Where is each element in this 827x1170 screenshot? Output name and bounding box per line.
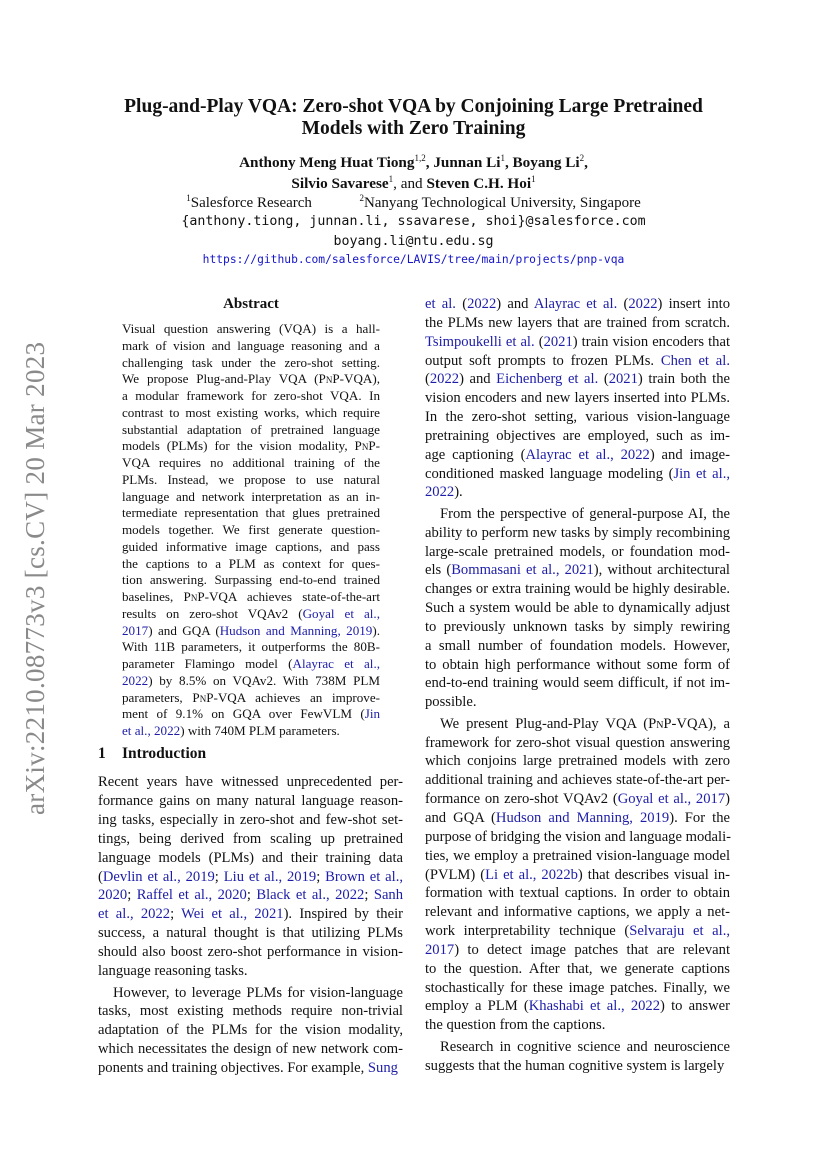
text-line <box>98 924 403 943</box>
text-segment: language models (PLMs) and their training data <box>98 849 403 866</box>
text-line <box>425 903 730 922</box>
text-line <box>425 656 730 675</box>
affiliation: Salesforce Research <box>190 195 312 211</box>
text-segment: mark of vision and language reasoning and a <box>122 337 380 353</box>
project-url-link[interactable]: https://github.com/salesforce/LAVIS/tree/main/projects/pnp-vqa <box>202 253 625 266</box>
text-segment: ). <box>372 622 380 638</box>
text-line <box>425 352 730 371</box>
text-segment: ( <box>534 333 544 350</box>
text-segment: which conjoins large pretrained models with zero <box>425 753 730 770</box>
citation-link[interactable]: Alayrac et al. <box>533 296 618 312</box>
citation-link[interactable]: Li et al., 2022b <box>485 866 578 883</box>
text-segment: ) with 740M PLM parameters. <box>180 723 340 738</box>
author-conjunction: , and <box>393 175 427 192</box>
text-line <box>122 438 380 455</box>
text-line <box>98 1002 403 1021</box>
section-heading-introduction <box>98 745 206 763</box>
text-line <box>98 773 403 792</box>
text-segment: pretraining objectives are employed, such as im- <box>425 427 730 444</box>
text-line <box>425 941 730 960</box>
affiliation-marker: 2 <box>579 153 585 163</box>
text-segment: Visual question answering (VQA) is a hall- <box>122 321 380 336</box>
text-line <box>425 505 730 524</box>
text-line <box>122 321 380 338</box>
affiliation-marker: 2 <box>359 193 364 203</box>
method-name-smallcaps: PnP <box>192 689 214 705</box>
text-line <box>425 674 730 693</box>
text-line <box>122 723 380 740</box>
text-line <box>98 811 403 830</box>
citation-link[interactable]: 2022 <box>429 371 460 388</box>
text-line <box>122 472 380 489</box>
affiliation-marker: 1 <box>388 174 394 184</box>
text-line <box>425 295 730 314</box>
text-line <box>98 905 403 924</box>
text-line <box>122 505 380 522</box>
text-segment: ponents and training objectives. For example, <box>98 1060 368 1077</box>
text-segment: ( <box>98 868 103 885</box>
text-segment: VQA requires no additional training of the <box>122 455 380 470</box>
text-segment: ; <box>214 868 224 885</box>
citation-link[interactable]: 2017 <box>425 941 455 958</box>
citation-link[interactable]: Jin <box>364 706 380 722</box>
text-line <box>425 1038 730 1057</box>
text-line <box>425 1057 730 1076</box>
text-segment: models together. We first generate question- <box>122 522 380 537</box>
paragraph <box>425 295 730 502</box>
text-segment: With 11B parameters, it outperforms the 80B- <box>122 639 380 655</box>
text-segment: tion answering. Surpassing end-to-end trained <box>122 572 380 588</box>
author-name: Silvio Savarese <box>291 175 389 192</box>
text-segment: -VQA), a <box>671 715 730 732</box>
text-line <box>122 455 380 472</box>
text-line <box>425 524 730 543</box>
introduction-left-column <box>98 773 403 1078</box>
text-segment: ing tasks, especially in zero-shot and few-shot set- <box>98 811 403 828</box>
text-line <box>122 539 380 556</box>
text-segment: ; <box>364 887 374 904</box>
citation-link[interactable]: et al., 2022 <box>98 906 171 923</box>
method-name-smallcaps: PnP <box>318 371 340 387</box>
citation-link[interactable]: Hudson and Manning, 2019 <box>495 809 670 826</box>
text-segment: ; <box>127 887 137 904</box>
text-segment: success, a natural thought is that utilizing PLMs <box>98 925 403 942</box>
text-segment: stochastically for these image patches. Finally, we <box>425 979 730 996</box>
text-segment: -VQA achieves an improve- <box>213 689 380 705</box>
text-segment: Research in cognitive science and neuroscience <box>440 1038 730 1055</box>
affiliation-marker: 1 <box>186 193 191 203</box>
text-line <box>425 771 730 790</box>
text-line <box>122 673 380 690</box>
text-segment: -VQA), <box>339 371 380 387</box>
text-segment: substantial adaptation of pretrained language <box>122 421 380 437</box>
text-line <box>425 427 730 446</box>
text-segment: ( <box>617 296 629 312</box>
author-name: Steven C.H. Hoi <box>426 175 532 192</box>
text-line <box>425 580 730 599</box>
text-segment: We present Plug-and-Play VQA ( <box>440 715 649 732</box>
text-segment: -VQA achieves state-of-the-art <box>204 589 380 604</box>
text-segment: Recent years have witnessed unprecedented per- <box>98 774 403 790</box>
citation-link[interactable]: Tsimpoukelli et al. <box>425 333 535 350</box>
text-segment: formation with textual captions. In order to obtain <box>425 885 730 902</box>
text-line <box>122 572 380 589</box>
citation-link[interactable]: Alayrac et al., 2022 <box>525 446 650 463</box>
text-line <box>122 405 380 422</box>
citation-link[interactable]: 2022 <box>467 296 497 312</box>
text-segment: output soft prompts to frozen PLMs. <box>425 352 661 369</box>
text-segment: ties, we employ a pretrained vision-language model <box>425 847 730 864</box>
text-segment: ). Inspired by their <box>283 906 403 923</box>
citation-link[interactable]: Hudson and Manning, 2019 <box>219 622 373 638</box>
text-segment: guided informative image captions, and pass <box>122 538 380 554</box>
citation-link[interactable]: et al. <box>425 296 456 312</box>
paper-title <box>0 96 827 140</box>
citation-link[interactable]: 2017 <box>122 622 149 638</box>
citation-link[interactable]: Raffel et al., 2020 <box>136 887 247 904</box>
text-line <box>425 693 730 712</box>
text-segment: end-to-end training would seem difficult, if not im- <box>425 675 730 692</box>
text-segment: However, to leverage PLMs for vision-language <box>113 984 403 1001</box>
text-line <box>122 388 380 405</box>
text-line <box>425 884 730 903</box>
text-line <box>425 790 730 809</box>
text-line <box>122 371 380 388</box>
text-segment: purpose of bridging the vision and language modali- <box>425 828 731 845</box>
text-line <box>425 408 730 427</box>
affiliation: Nanyang Technological University, Singapore <box>363 195 641 211</box>
text-segment: to previously unknown tasks by simply rewiring <box>425 618 730 635</box>
text-segment: age captioning ( <box>425 446 526 463</box>
text-segment: ) by 8.5% on VQAv2. With 738M PLM <box>148 672 380 688</box>
text-line <box>425 370 730 389</box>
citation-link[interactable]: Black et al., 2022 <box>256 887 365 904</box>
text-line <box>425 960 730 979</box>
text-line <box>98 830 403 849</box>
text-segment: parameters, <box>122 689 193 705</box>
text-segment: In the zero-shot setting, various vision-language <box>425 409 730 426</box>
affiliation-marker: 1,2 <box>414 153 426 163</box>
text-segment: language and network interpretation as an in- <box>122 488 380 504</box>
paragraph <box>98 773 403 981</box>
text-segment: conditioned masked language modeling ( <box>425 465 674 482</box>
text-line <box>425 314 730 333</box>
citation-link[interactable]: 2021 <box>608 371 638 388</box>
text-line <box>425 389 730 408</box>
citation-link[interactable]: Devlin et al., 2019 <box>102 868 215 885</box>
abstract-body <box>122 321 380 740</box>
author-list: Anthony Meng Huat Tiong$^{1,2}$, Junnan Li$^1$, Boyang Li$^2$, Silvio Savarese$^1$, and Steven C.H. Hoi$^1$ <box>239 153 588 192</box>
text-segment: ) to answer <box>660 998 730 1015</box>
text-line <box>425 734 730 753</box>
text-line <box>425 866 730 885</box>
text-segment: ; <box>246 887 257 904</box>
text-segment: ) to detect image patches that are relevant <box>454 941 730 958</box>
text-segment: changes or extra training would be highly desirable. <box>425 581 730 598</box>
text-segment: relevant and informative captions, we apply a net- <box>425 904 730 921</box>
text-line <box>122 606 380 623</box>
text-line <box>425 465 730 484</box>
text-segment: ) <box>725 791 730 808</box>
citation-link[interactable]: 2022 <box>122 672 149 688</box>
text-line <box>425 599 730 618</box>
text-segment: ), without architectural <box>593 562 730 579</box>
text-line <box>98 984 403 1003</box>
text-segment: ability to perform new tasks by simply recombining <box>425 524 730 541</box>
text-segment: vision encoders and new layers inserted into PLMs. <box>425 390 730 407</box>
title-line: Plug-and-Play VQA: Zero-shot VQA by Conjoining Large Pretrained <box>124 96 703 117</box>
text-line <box>425 752 730 771</box>
citation-link[interactable]: Chen et al. <box>660 352 730 369</box>
citation-link[interactable]: 2020 <box>98 887 128 904</box>
text-segment: ) and image- <box>649 446 730 463</box>
citation-link[interactable]: Eichenberg et al. <box>496 371 599 388</box>
text-segment: a modular framework for zero-shot VQA. In <box>122 388 380 403</box>
text-segment: ( <box>425 371 430 388</box>
text-segment: suggests that the human cognitive system is largely <box>425 1057 725 1074</box>
citation-link[interactable]: 2022 <box>628 296 658 312</box>
text-segment: (PVLM) ( <box>425 866 486 883</box>
citation-link[interactable]: Jin et al., <box>673 465 730 482</box>
email-line: boyang.li@ntu.edu.sg <box>333 233 494 249</box>
citation-link[interactable]: Goyal et al., <box>302 605 380 621</box>
affiliation-marker: 1 <box>531 174 536 184</box>
text-segment: to the question. After that, we generate captions <box>425 960 730 977</box>
text-line <box>98 1040 403 1059</box>
text-segment: results on zero-shot VQAv2 ( <box>122 605 303 621</box>
text-line <box>122 522 380 539</box>
text-segment: the captions to a PLM as context for ques- <box>122 555 380 571</box>
text-line <box>122 656 380 673</box>
text-line <box>122 706 380 723</box>
text-segment: baselines, <box>122 589 184 604</box>
text-line <box>98 962 403 981</box>
text-segment: ) and <box>496 296 534 312</box>
text-line <box>98 1021 403 1040</box>
text-segment: challenging task under the zero-shot setting. <box>122 354 380 370</box>
text-line <box>122 556 380 573</box>
citation-link[interactable]: Alayrac et al., <box>292 656 380 671</box>
text-segment: tasks, most existing methods require non-trivial <box>98 1003 403 1020</box>
text-segment: formance gains on many natural language reason- <box>98 792 403 809</box>
paragraph <box>122 321 380 740</box>
text-segment: tings, being derived from scaling up pretrained <box>98 830 403 847</box>
citation-link[interactable]: Liu et al., 2019 <box>223 868 317 885</box>
text-segment: language reasoning tasks. <box>98 963 248 980</box>
arxiv-side-stamp: arXiv:2210.08773v3 [cs.CV] 20 Mar 2023 <box>20 341 50 815</box>
text-segment: contrast to most existing works, which require <box>122 404 380 420</box>
text-segment: ) and <box>459 371 497 388</box>
text-segment: PLMs. Instead, we propose to use natural <box>122 471 380 487</box>
text-segment: - <box>375 438 380 454</box>
emails <box>0 212 827 251</box>
text-segment: ment of 9.1% on GQA over FewVLM ( <box>122 706 365 722</box>
text-segment: the PLMs new layers that are trained from scratch. <box>425 314 730 331</box>
text-line <box>425 828 730 847</box>
citation-link[interactable]: Wei et al., 2021 <box>181 906 284 923</box>
text-segment: termediate representation that glues pretrained <box>122 505 380 521</box>
citation-link[interactable]: Brown et al., <box>325 868 403 885</box>
text-line <box>98 1059 403 1078</box>
text-line <box>425 715 730 734</box>
text-line <box>425 922 730 941</box>
text-segment: ( <box>455 296 468 312</box>
text-line <box>122 422 380 439</box>
author-name: Boyang Li <box>512 154 580 171</box>
text-line <box>425 618 730 637</box>
author-name: Anthony Meng Huat Tiong <box>239 154 415 171</box>
method-name-smallcaps: PnP <box>183 589 205 604</box>
text-segment: ). For the <box>669 809 730 826</box>
text-segment: and GQA ( <box>425 809 496 826</box>
text-segment: ; <box>170 906 182 923</box>
text-segment: ) insert into <box>657 296 730 312</box>
text-line <box>425 847 730 866</box>
section-title: Introduction <box>122 745 207 762</box>
text-line <box>122 355 380 372</box>
text-line <box>425 809 730 828</box>
text-segment: should also boost zero-shot performance in vision- <box>98 944 403 961</box>
text-line <box>122 489 380 506</box>
text-line <box>98 792 403 811</box>
text-line <box>98 943 403 962</box>
text-line <box>98 886 403 905</box>
paragraph <box>425 1038 730 1076</box>
text-line <box>425 637 730 656</box>
text-line <box>425 1016 730 1035</box>
affiliations <box>0 193 827 213</box>
abstract-heading: Abstract <box>223 296 279 312</box>
text-line <box>425 561 730 580</box>
paragraph <box>98 984 403 1079</box>
citation-link[interactable]: Bommasani et al., 2021 <box>451 562 594 579</box>
citation-link[interactable]: 2022 <box>425 484 455 501</box>
text-segment: ( <box>598 371 609 388</box>
text-segment: a small number of foundation models. However, <box>425 637 730 654</box>
paragraph <box>425 505 730 712</box>
method-name-smallcaps: PnP <box>354 438 376 454</box>
citation-link[interactable]: 2021 <box>543 333 573 350</box>
text-segment: ) train both the <box>637 371 730 388</box>
text-segment: ) and GQA ( <box>148 622 220 638</box>
text-segment: work interpretability technique ( <box>425 923 630 940</box>
text-segment: Such a system would be able to dynamically adjust <box>425 600 730 617</box>
text-line <box>425 543 730 562</box>
text-segment: models (PLMs) for the vision modality, <box>122 438 355 454</box>
method-name-smallcaps: PnP <box>648 715 672 732</box>
text-line <box>425 333 730 352</box>
text-line <box>425 483 730 502</box>
email-line: {anthony.tiong, junnan.li, ssavarese, shoi}@salesforce.com <box>181 214 646 229</box>
text-segment: ). <box>454 484 463 501</box>
text-segment: additional training and achieves state-of-the-art per- <box>425 772 730 789</box>
text-segment: to obtain high performance without some form of <box>425 656 730 673</box>
text-segment: formance on zero-shot VQAv2 ( <box>425 791 618 808</box>
text-segment: parameter Flamingo model ( <box>122 656 293 671</box>
text-segment: large-scale pretrained models, or foundation mod- <box>425 543 730 560</box>
text-segment: possible. <box>425 694 477 711</box>
text-segment: employ a PLM ( <box>425 998 529 1015</box>
section-number: 1 <box>98 745 106 762</box>
text-segment: ; <box>316 868 326 885</box>
citation-link[interactable]: Khashabi et al., 2022 <box>528 998 661 1015</box>
affiliation-marker: 1 <box>500 153 505 163</box>
text-line <box>122 589 380 606</box>
text-segment: framework for zero-shot visual question answering <box>425 734 730 751</box>
text-segment: the question from the captions. <box>425 1017 606 1034</box>
text-line <box>98 868 403 887</box>
text-line <box>122 338 380 355</box>
citation-link[interactable]: et al., 2022 <box>122 723 181 738</box>
paragraph <box>425 715 730 1035</box>
text-segment: ) train vision encoders that <box>572 333 730 350</box>
introduction-right-column <box>425 295 730 1075</box>
text-segment: ) that describes visual in- <box>577 866 730 883</box>
citation-link[interactable]: Goyal et al., 2017 <box>617 791 726 808</box>
text-segment: From the perspective of general-purpose AI, the <box>440 505 730 522</box>
author-name: Junnan Li <box>433 154 501 171</box>
text-line <box>98 849 403 868</box>
citation-link[interactable]: Selvaraju et al., <box>629 923 730 940</box>
text-line <box>425 997 730 1016</box>
text-line <box>122 690 380 707</box>
text-segment: els ( <box>425 562 452 579</box>
text-segment: which necessitates the design of new network com- <box>98 1041 403 1058</box>
text-line <box>122 623 380 640</box>
citation-link[interactable]: Sanh <box>373 887 404 904</box>
text-line <box>425 979 730 998</box>
text-line <box>425 446 730 465</box>
text-segment: adaptation of the PLMs for the vision modality, <box>98 1022 403 1039</box>
citation-link[interactable]: Sung <box>367 1060 398 1077</box>
text-line <box>122 639 380 656</box>
title-line: Models with Zero Training <box>301 118 526 139</box>
text-segment: We propose Plug-and-Play VQA ( <box>122 371 319 387</box>
